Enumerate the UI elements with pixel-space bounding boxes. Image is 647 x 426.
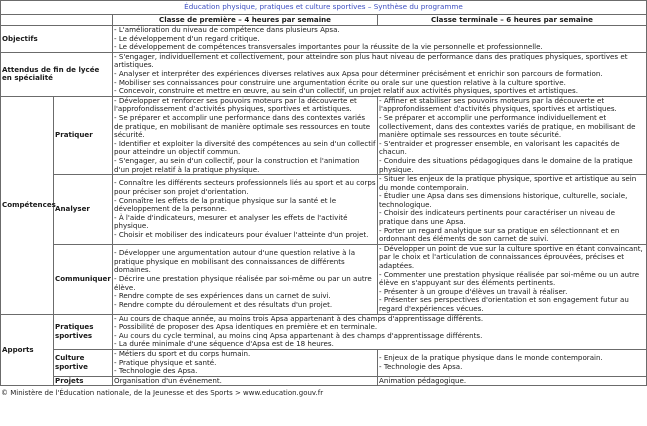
culture-sportive-premiere xyxy=(113,349,378,376)
list-item: - Choisir et mobiliser des indicateurs pour évaluer l'atteinte d'un projet. xyxy=(114,229,369,239)
list-item: - Rendre compte du déroulement et des résultats d'un projet. xyxy=(114,299,333,309)
row-objectifs xyxy=(1,26,647,53)
subrow-label-pratiques-sportives: Pratiques sportives xyxy=(54,314,113,349)
attendus-content xyxy=(113,52,647,96)
list-item: - L'amélioration du niveau de compétence dans plusieurs Apsa. xyxy=(114,25,340,34)
list-item: - Développer une argumentation autour d'une question relative à la pratique physique en mobilisant des connaissances de différents domaines. xyxy=(114,248,356,275)
list-item: - Analyser et interpréter des expériences diverses relatives aux Apsa pour déterminer précisément et enrichir son parcours de formation. xyxy=(114,68,603,78)
subrow-label-analyser: Analyser xyxy=(54,175,113,245)
list-item: - La durée minimale d'une séquence d'Apsa est de 18 heures. xyxy=(114,339,334,349)
projets-premiere: Organisation d'un événement. xyxy=(113,376,378,386)
list-item: - Technologie des Apsa. xyxy=(114,366,198,376)
row-communiquer xyxy=(1,244,647,314)
column-header-premiere: Classe de première – 4 heures par semaine xyxy=(113,15,378,26)
list-item: - Le développement de compétences transversales importantes pour la réussite de la vie personnelle et professionnelle. xyxy=(114,42,543,52)
list-item: - S'engager, au sein d'un collectif, pour la construction et l'animation d'un projet relatif à la pratique physique. xyxy=(114,155,360,174)
analyser-premiere xyxy=(113,175,378,245)
list-item: - Pratique physique et santé. xyxy=(114,357,217,367)
list-item: - S'engager, individuellement et collectivement, pour atteindre son plus haut niveau de performance dans des pratiques physiques, sportives et artistiques. xyxy=(114,51,628,70)
copyright-footer: © Ministère de l'Éducation nationale, de la Jeunesse et des Sports > www.education.gouv.fr xyxy=(1,389,324,398)
list-item: - Étudier une Apsa dans ses dimensions historique, culturelle, sociale, technologique. xyxy=(379,191,628,209)
list-item: - Affiner et stabiliser ses pouvoirs moteurs par la découverte et l'approfondissement d'activités physiques, sportives et artistiques. xyxy=(379,95,617,114)
row-label-competences: Compétences xyxy=(1,96,54,314)
list-item: - Identifier et exploiter la diversité des compétences au sein d'un collectif pour atteindre un objectif commun. xyxy=(114,138,376,157)
pratiquer-premiere xyxy=(113,96,378,174)
pratiques-sportives-content xyxy=(113,314,647,349)
culture-sportive-terminale xyxy=(378,349,647,376)
list-item: - S'entraider et progresser ensemble, en valorisant les capacités de chacun. xyxy=(379,138,620,157)
list-item: - Mobiliser ses connaissances pour construire une argumentation écrite ou orale sur une question relative à la culture sportive. xyxy=(114,77,566,87)
list-item: - Au cours du cycle terminal, au moins cinq Apsa appartenant à des champs d'apprentissage différents. xyxy=(114,330,483,340)
column-header-row xyxy=(1,15,647,26)
row-label-attendus: Attendus de fin de lycée en spécialité xyxy=(1,52,113,96)
list-item: - Commenter une prestation physique réalisée par soi-même ou un autre élève en s'appuyant sur des éléments pertinents. xyxy=(379,269,640,288)
list-item: - Présenter à un groupe d'élèves un travail à réaliser. xyxy=(379,286,568,296)
projets-terminale: Animation pédagogique. xyxy=(378,376,647,386)
list-item: - À l'aide d'indicateurs, mesurer et analyser les effets de l'activité physique. xyxy=(114,212,348,231)
subrow-label-culture-sportive: Culture sportive xyxy=(54,349,113,376)
subrow-label-communiquer: Communiquer xyxy=(54,244,113,314)
row-analyser xyxy=(1,175,647,245)
list-item: - Développer et renforcer ses pouvoirs moteurs par la découverte et l'approfondissement d'activités physiques, sportives et artistiques. xyxy=(114,95,357,114)
row-pratiques-sportives xyxy=(1,314,647,349)
list-item: - Porter un regard analytique sur sa pratique en sélectionnant et en ordonnant des éléments de son carnet de suivi. xyxy=(379,225,620,244)
list-item: - Rendre compte de ses expériences dans un carnet de suivi. xyxy=(114,291,331,301)
list-item: - Technologie des Apsa. xyxy=(379,361,463,371)
list-item: - Au cours de chaque année, au moins trois Apsa appartenant à des champs d'apprentissage différents. xyxy=(114,313,484,323)
list-item: - Enjeux de la pratique physique dans le monde contemporain. xyxy=(379,353,603,363)
list-item: - Choisir des indicateurs pertinents pour caractériser un niveau de pratique dans une Apsa. xyxy=(379,208,615,227)
list-item: - Métiers du sport et du corps humain. xyxy=(114,348,251,358)
list-item: - Conduire des situations pédagogiques dans le domaine de la pratique physique. xyxy=(379,155,633,174)
list-item: - Connaître les effets de la pratique physique sur la santé et le développement de la personne. xyxy=(114,195,337,214)
list-item: - Possibilité de proposer des Apsa identiques en première et en terminale. xyxy=(114,322,378,332)
analyser-terminale xyxy=(378,175,647,245)
list-item: - Présenter ses perspectives d'orientation et son engagement futur au regard d'expériences vécues. xyxy=(379,295,629,313)
row-label-apports: Apports xyxy=(1,314,54,386)
table-title: Éducation physique, pratiques et culture sportives – Synthèse du programme xyxy=(1,1,647,15)
list-item: - Décrire une prestation physique réalisée par soi-même ou par un autre élève. xyxy=(114,273,372,292)
subrow-label-projets: Projets xyxy=(54,376,113,386)
communiquer-premiere xyxy=(113,244,378,314)
list-item: - Concevoir, construire et mettre en œuvre, au sein d'un collectif, un projet relatif aux activités physiques, sportives et artistiques. xyxy=(114,86,578,96)
list-item: - Connaître les différents secteurs professionnels liés au sport et au corps pour préciser son projet d'orientation. xyxy=(114,178,376,196)
row-pratiquer xyxy=(1,96,647,174)
list-item: - Se préparer et accomplir une performance dans des contextes variés de pratique, en mobilisant de manière optimale ses ressources en toute sécurité. xyxy=(114,112,371,140)
row-attendus xyxy=(1,52,647,96)
column-header-terminale: Classe terminale – 6 heures par semaine xyxy=(378,15,647,26)
list-item: - Le développement d'un regard critique. xyxy=(114,33,260,43)
title-row xyxy=(1,1,647,15)
objectifs-content xyxy=(113,26,647,53)
row-culture-sportive xyxy=(1,349,647,376)
empty-header-cell xyxy=(1,15,113,26)
list-item: - Développer un point de vue sur la culture sportive en étant convaincant, par le choix et l'articulation de connaissances éprouvées, précises et adaptées. xyxy=(379,243,643,271)
list-item: - Situer les enjeux de la pratique physique, sportive et artistique au sein du monde contemporain. xyxy=(379,174,637,192)
row-projets xyxy=(1,376,647,386)
row-label-objectifs: Objectifs xyxy=(1,26,113,53)
list-item: - Se préparer et accomplir une performance individuellement et collectivement, dans des contextes variés de pratique, en mobilisant de manière optimale ses ressources en toute sécurité. xyxy=(379,112,636,140)
pratiquer-terminale xyxy=(378,96,647,174)
communiquer-terminale xyxy=(378,244,647,314)
subrow-label-pratiquer: Pratiquer xyxy=(54,96,113,174)
